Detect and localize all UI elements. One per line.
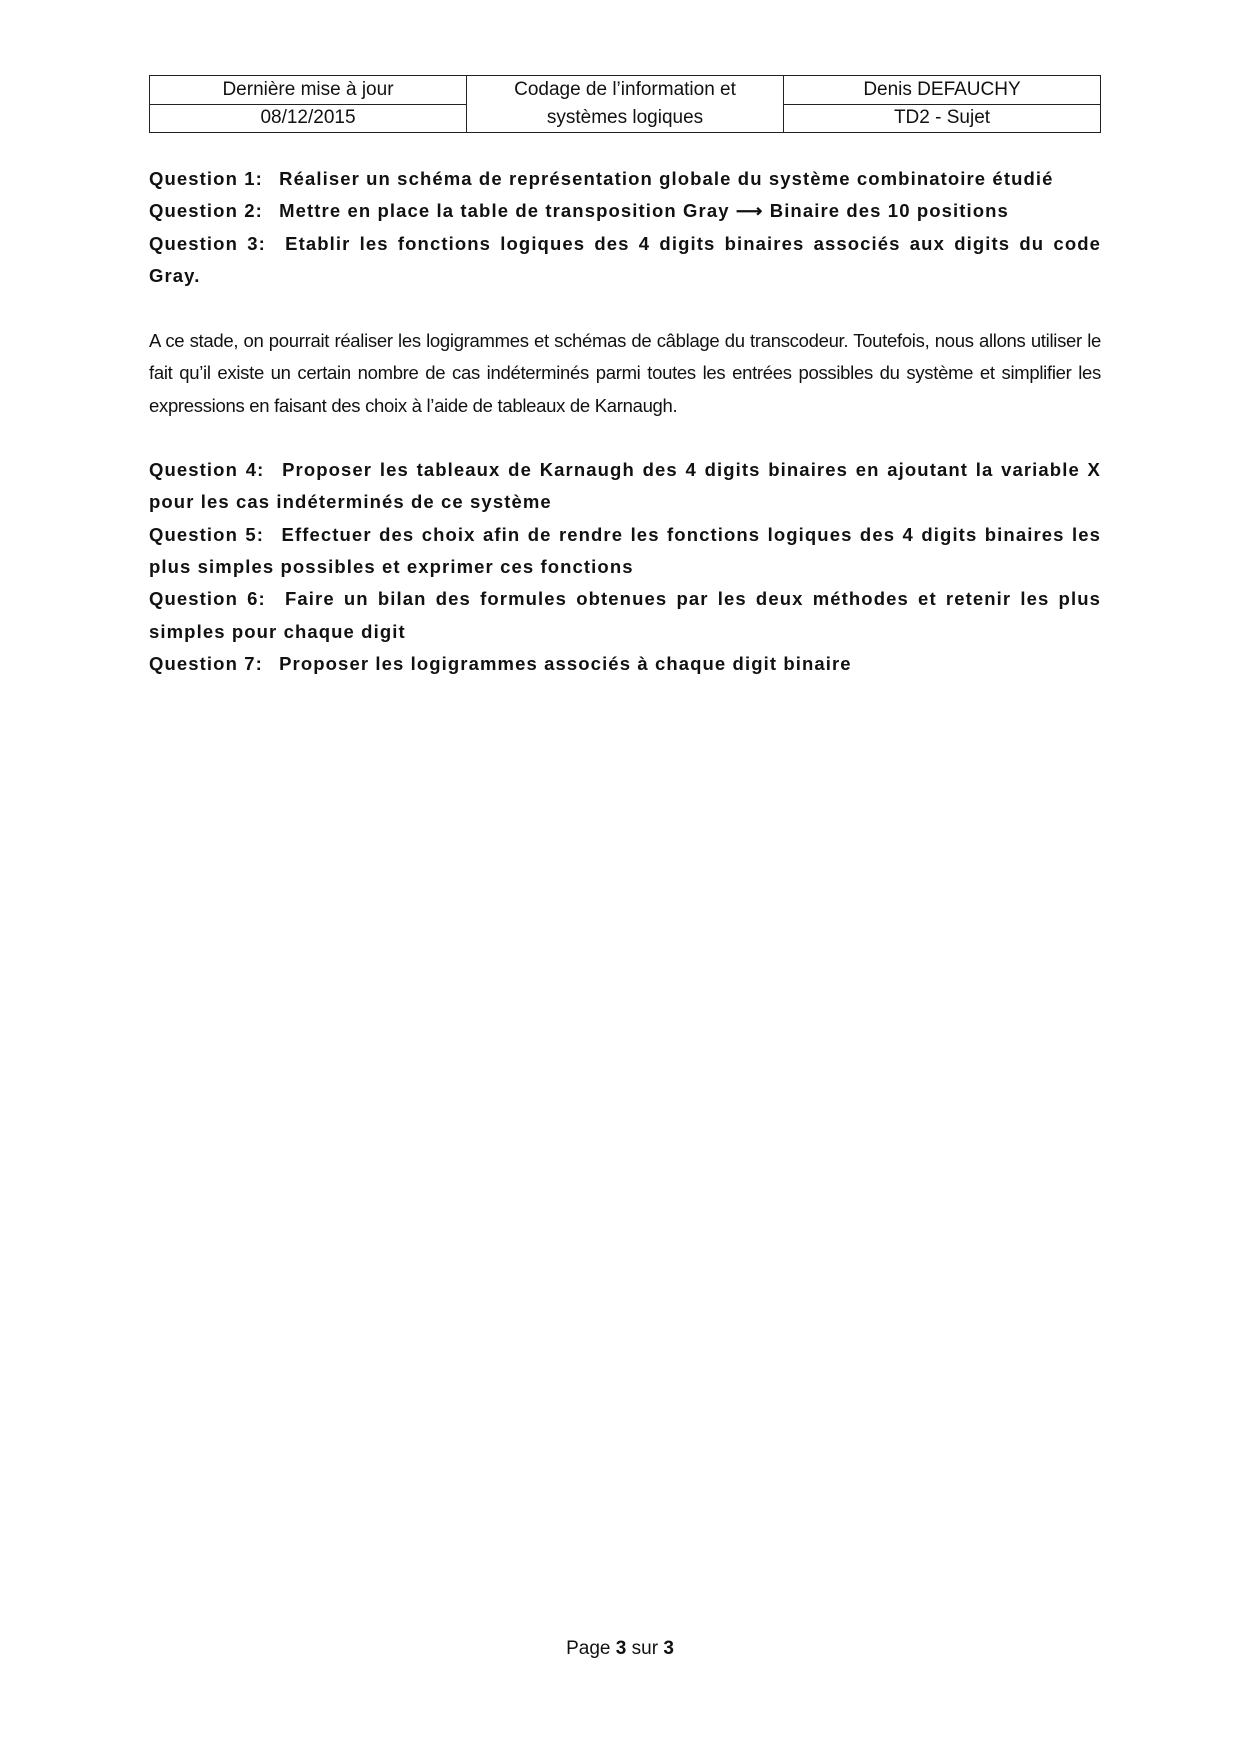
questions-group-2 bbox=[149, 454, 1101, 680]
course-title-line1: Codage de l’information et bbox=[514, 79, 736, 100]
question-1 bbox=[149, 163, 1101, 195]
question-label: Question 7: bbox=[149, 652, 263, 674]
page-word: Page bbox=[566, 1638, 611, 1659]
question-label: Question 6: bbox=[149, 588, 266, 610]
page-footer bbox=[0, 1638, 1240, 1660]
header-table bbox=[149, 75, 1101, 133]
question-label: Question 1: bbox=[149, 168, 263, 189]
question-3 bbox=[149, 228, 1101, 293]
document-id: TD2 - Sujet bbox=[784, 104, 1101, 133]
course-title bbox=[467, 76, 784, 133]
question-text: Etablir les fonctions logiques des 4 digits binaires associés aux digits du code Gray. bbox=[149, 232, 1102, 286]
question-label: Question 4: bbox=[149, 459, 265, 481]
question-text: Proposer les tableaux de Karnaugh des 4 digits binaires en ajoutant la variable X pour les cas indéterminés de ce système bbox=[149, 459, 1102, 513]
page-number: 3 bbox=[615, 1638, 627, 1659]
question-label: Question 2: bbox=[149, 200, 263, 222]
question-7 bbox=[149, 648, 1101, 680]
question-label: Question 3: bbox=[149, 232, 266, 254]
last-update-label: Dernière mise à jour bbox=[150, 76, 467, 105]
update-date: 08/12/2015 bbox=[150, 104, 467, 133]
question-text: Mettre en place la table de transposition Gray ⟶ Binaire des 10 positions bbox=[279, 200, 1009, 222]
question-2 bbox=[149, 195, 1101, 227]
author: Denis DEFAUCHY bbox=[784, 76, 1101, 105]
question-text: Effectuer des choix afin de rendre les fonctions logiques des 4 digits binaires les plus simples possibles et exprimer ces fonctions bbox=[149, 523, 1101, 577]
page-total: 3 bbox=[663, 1638, 674, 1659]
of-word: sur bbox=[631, 1638, 659, 1659]
questions-group-1 bbox=[149, 163, 1101, 292]
page-content bbox=[149, 163, 1101, 680]
question-text: Faire un bilan des formules obtenues par les deux méthodes et retenir les plus simples pour chaque digit bbox=[149, 588, 1101, 642]
body-paragraph: A ce stade, on pourrait réaliser les logigrammes et schémas de câblage du transcodeur. Toutefois, nous allons utiliser le fait qu’il existe un certain nombre de cas indéterminés parmi toutes les entrées possibles du système et simplifier les expressions en faisant des choix à l’aide de tableaux de Karnaugh. bbox=[149, 330, 1101, 416]
question-text: Réaliser un schéma de représentation globale du système combinatoire étudié bbox=[279, 168, 1054, 189]
question-6 bbox=[149, 583, 1101, 648]
question-5 bbox=[149, 519, 1101, 584]
question-4 bbox=[149, 454, 1101, 519]
question-text: Proposer les logigrammes associés à chaque digit binaire bbox=[279, 652, 852, 674]
question-label: Question 5: bbox=[149, 523, 265, 545]
course-title-line2: systèmes logiques bbox=[546, 107, 704, 128]
